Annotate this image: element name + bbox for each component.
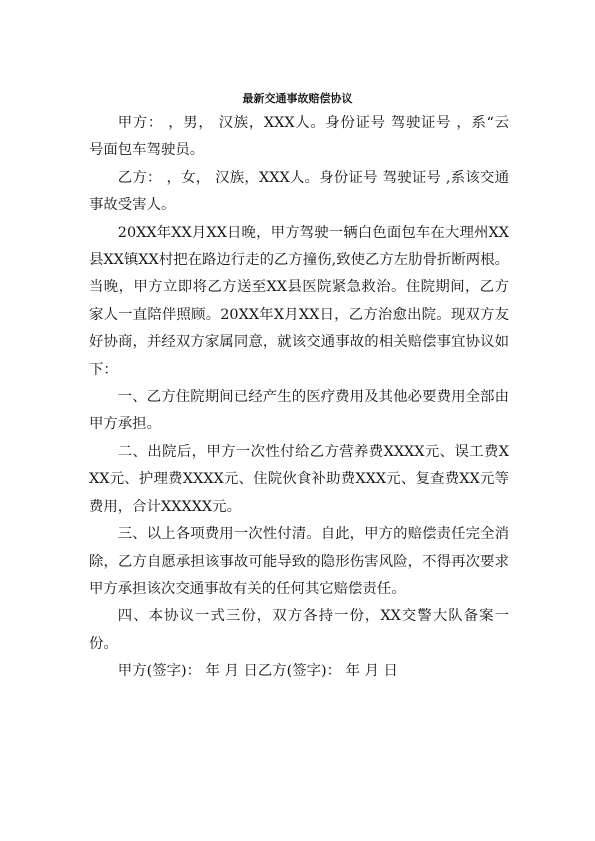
clause-four-paragraph: 四、本协议一式三份，双方各持一份，XX交警大队备案一份。 xyxy=(89,608,509,652)
clause-two-paragraph: 二、出院后，甲方一次性付给乙方营养费XXXX元、误工费XXX元、护理费XXXX元、住院伙食补助费XXX元、复查费XX元等费用，合计XXXXX元。 xyxy=(89,443,509,515)
clause-one-paragraph: 一、乙方住院期间已经产生的医疗费用及其他必要费用全部由甲方承担。 xyxy=(89,389,509,433)
signature-line: 甲方(签字)： 年 月 日乙方(签字)： 年 月 日 xyxy=(117,663,398,680)
party-a-paragraph: 甲方： ，男， 汉族，XXX人。身份证号 驾驶证号 ，系“云 号面包车驾驶员。 xyxy=(89,115,509,159)
document-body xyxy=(89,110,509,686)
party-b-paragraph: 乙方： ，女， 汉族，XXX人。身份证号 驾驶证号 ,系该交通事故受害人。 xyxy=(89,169,509,214)
clause-three-paragraph: 三、以上各项费用一次性付清。自此，甲方的赔偿责任完全消除，乙方自愿承担该事故可能导致的隐形伤害风险，不得再次要求甲方承担该次交通事故有关的任何其它赔偿责任。 xyxy=(89,526,509,597)
document-title: 最新交通事故赔偿协议 xyxy=(242,92,353,105)
incident-paragraph: 20XX年XX月XX日晚，甲方驾驶一辆白色面包车在大理州XX县XX镇XX村把在路边行走的乙方撞伤,致使乙方左肋骨折断两根。当晚，甲方立即将乙方送至XX县医院紧急救治。住院期间，乙方家人一直陪伴照顾。20XX年X月XX日，乙方治愈出院。现双方友好协商，并经双方家属同意，就该交通事故的相关赔偿事宜协议如下： xyxy=(89,224,509,378)
